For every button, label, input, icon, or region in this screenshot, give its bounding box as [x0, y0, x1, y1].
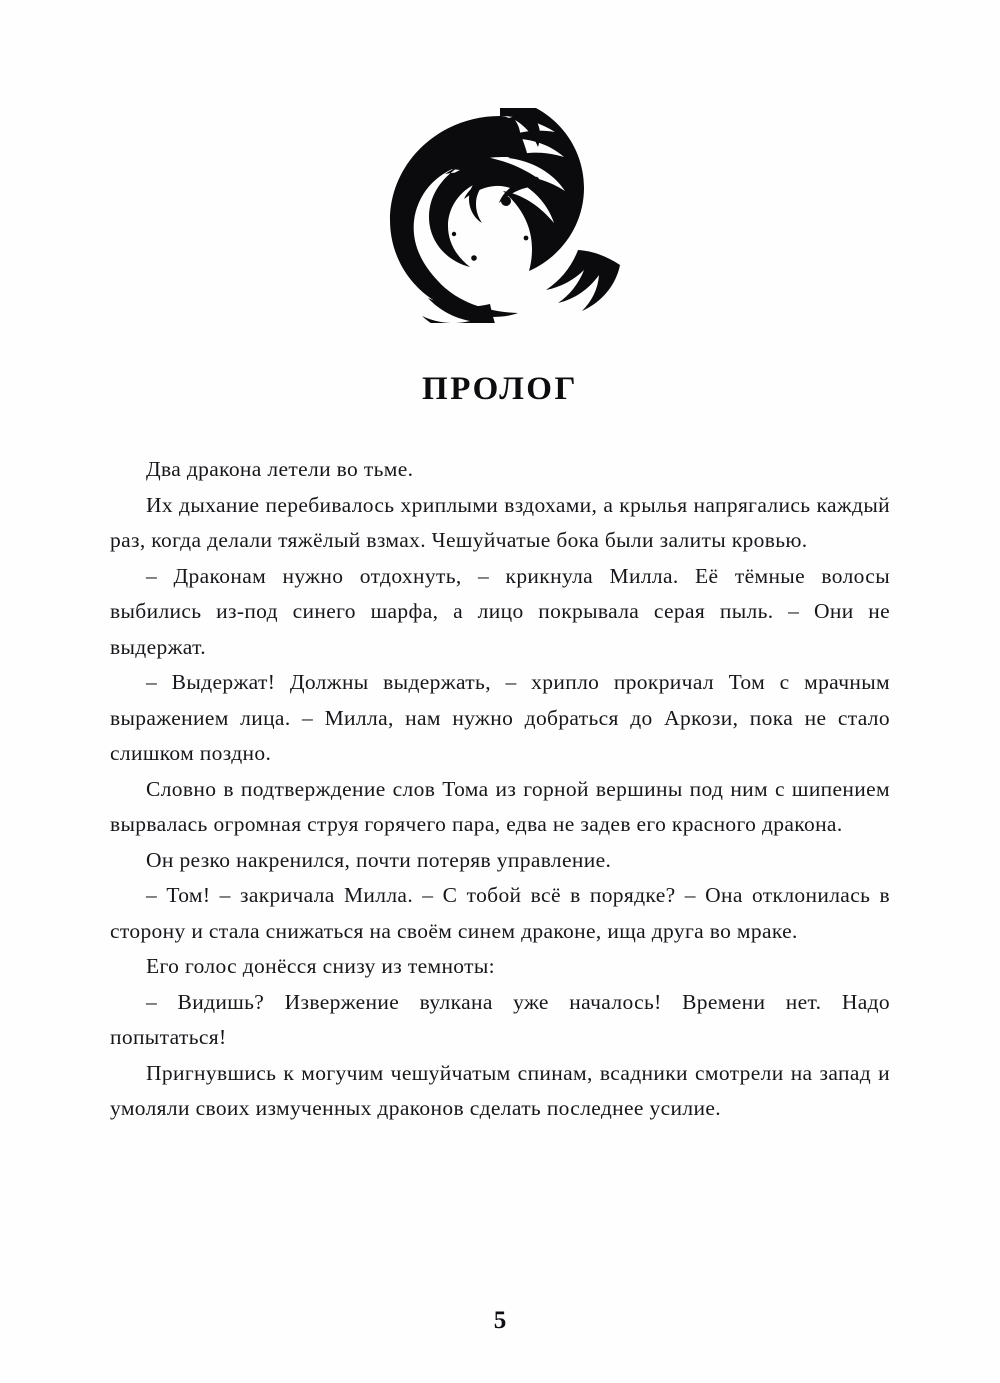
paragraph: – Видишь? Извержение вулкана уже началось! Времени нет. Надо попытаться!: [110, 989, 890, 1049]
chapter-title: ПРОЛОГ: [422, 371, 578, 407]
chapter-ornament: [0, 0, 1000, 323]
paragraph: Их дыхание перебивалось хриплыми вздохами, а крылья напрягались каждый раз, когда делали тяжёлый взмах. Чешуйчатые бока были залиты кровью.: [110, 492, 890, 552]
paragraph: – Выдержат! Должны выдержать, – хрипло прокричал Том с мрачным выражением лица. – Милла, нам нужно добраться до Аркози, пока не стало слишком поздно.: [110, 670, 890, 765]
two-dragons-yin-yang-icon: [350, 108, 650, 323]
paragraph: – Том! – закричала Милла. – С тобой всё в порядке? – Она отклонилась в сторону и стала снижаться на своём синем драконе, ища друга во мраке.: [110, 883, 890, 943]
paragraph: Два дракона летели во тьме.: [146, 457, 414, 481]
body-text: [110, 452, 890, 1127]
paragraph: – Драконам нужно отдохнуть, – крикнула Милла. Её тёмные волосы выбились из-под синего шарфа, а лицо покрывала серая пыль. – Они не выдержат.: [110, 563, 890, 659]
paragraph: Он резко накренился, почти потеряв управление.: [146, 847, 612, 872]
paragraph: Пригнувшись к могучим чешуйчатым спинам, всадники смотрели на запад и умоляли своих измученных драконов сделать последнее усилие.: [110, 1060, 890, 1120]
paragraph: Его голос донёсся снизу из темноты:: [146, 954, 495, 978]
paragraph: Словно в подтверждение слов Тома из горной вершины под ним с шипением вырвалась огромная струя горячего пара, едва не задев его красного дракона.: [110, 776, 890, 836]
page-number: 5: [493, 1307, 507, 1334]
